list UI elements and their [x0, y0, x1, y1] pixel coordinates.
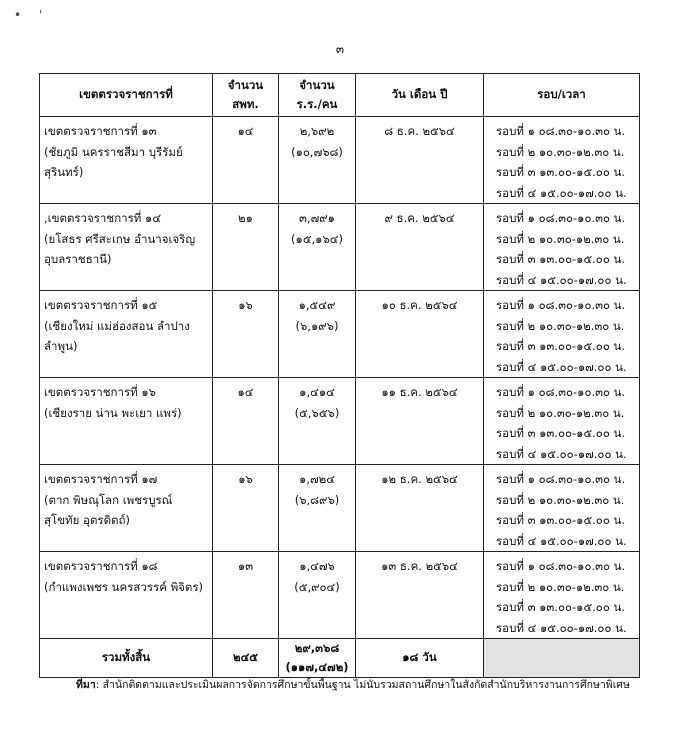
- table-header-row: [40, 74, 640, 117]
- slot-1: รอบที่ ๑ ๐๘.๓๐-๑๐.๓๐ น.: [496, 385, 626, 399]
- slot-3: รอบที่ ๓ ๑๓.๐๐-๑๕.๐๐ น.: [496, 513, 626, 527]
- area-cell: [40, 378, 213, 465]
- slot-4: รอบที่ ๔ ๑๕.๐๐-๑๗.๐๐ น.: [496, 620, 627, 635]
- total-schools: ๒๙,๓๖๘: [294, 641, 340, 655]
- students-cell: [279, 552, 356, 639]
- offices-cell: ๑๓: [213, 552, 279, 639]
- slot-4: รอบที่ ๔ ๑๕.๐๐-๑๗.๐๐ น.: [496, 446, 627, 461]
- area-provinces: (ชัยภูมิ นครราชสีมา บุรีรัมย์: [44, 144, 183, 159]
- persons-count: (๑๕,๑๖๔): [291, 231, 343, 246]
- offices-cell: ๑๔: [213, 117, 279, 204]
- area-title: ,เขตตรวจราชการที่ ๑๔: [44, 211, 162, 225]
- total-offices: ๒๔๕: [213, 639, 279, 678]
- area-cell: [40, 552, 213, 639]
- slot-4: รอบที่ ๔ ๑๕.๐๐-๑๗.๐๐ น.: [496, 359, 627, 374]
- area-provinces-cont: ลำพูน): [44, 339, 78, 353]
- persons-count: (๑๐,๗๖๘): [291, 144, 343, 159]
- area-provinces-cont: สุรินทร์): [44, 165, 84, 179]
- slot-3: รอบที่ ๓ ๑๓.๐๐-๑๕.๐๐ น.: [496, 165, 626, 179]
- header-offices-line2: สพท.: [232, 97, 259, 111]
- total-students: [279, 639, 356, 678]
- area-provinces: (ตาก พิษณุโลก เพชรบูรณ์: [44, 492, 173, 507]
- total-row: [40, 639, 640, 678]
- schools-count: ๑,๕๔๙: [298, 298, 336, 312]
- area-cell: [40, 465, 213, 552]
- slots-cell: [484, 465, 640, 552]
- students-cell: [279, 465, 356, 552]
- slot-2: รอบที่ ๒ ๑๐.๓๐-๑๒.๓๐ น.: [496, 318, 625, 333]
- slot-1: รอบที่ ๑ ๐๘.๓๐-๑๐.๓๐ น.: [496, 472, 626, 486]
- table-row: [40, 465, 640, 552]
- area-title: เขตตรวจราชการที่ ๑๖: [44, 385, 156, 399]
- slot-3: รอบที่ ๓ ๑๓.๐๐-๑๕.๐๐ น.: [496, 600, 626, 614]
- page-number: ๓: [335, 42, 345, 56]
- schools-count: ๑,๔๑๔: [299, 385, 335, 399]
- date-cell: ๑๒ ธ.ค. ๒๕๖๔: [356, 465, 484, 552]
- source-note: [76, 676, 630, 693]
- header-students-line1: จำนวน: [299, 78, 335, 92]
- header-area: เขตตรวจราชการที่: [40, 74, 213, 117]
- slots-cell: [484, 204, 640, 291]
- slot-4: รอบที่ ๔ ๑๕.๐๐-๑๗.๐๐ น.: [496, 272, 627, 287]
- header-offices-line1: จำนวน: [227, 78, 264, 92]
- persons-count: (๕,๖๕๖): [294, 405, 340, 420]
- date-cell: ๑๓ ธ.ค. ๒๕๖๔: [356, 552, 484, 639]
- offices-cell: ๑๔: [213, 378, 279, 465]
- area-provinces: (เชียงราย น่าน พะเยา แพร่): [44, 405, 182, 420]
- scan-tick: ': [39, 8, 43, 22]
- students-cell: [279, 291, 356, 378]
- slots-cell: [484, 117, 640, 204]
- schools-count: ๓,๗๙๑: [299, 211, 335, 225]
- schedule-table: [39, 73, 640, 678]
- slot-1: รอบที่ ๑ ๐๘.๓๐-๑๐.๓๐ น.: [496, 298, 626, 312]
- area-title: เขตตรวจราชการที่ ๑๗: [44, 472, 158, 486]
- scan-mark: •: [14, 8, 22, 22]
- students-cell: [279, 204, 356, 291]
- area-title: เขตตรวจราชการที่ ๑๕: [44, 298, 158, 312]
- header-students-line2: ร.ร./คน: [296, 97, 338, 111]
- slot-4: รอบที่ ๔ ๑๕.๐๐-๑๗.๐๐ น.: [496, 185, 627, 200]
- source-text: : สำนักติดตามและประเมินผลการจัดการศึกษาขั้นพื้นฐาน ไม่นับรวมสถานศึกษาในสังกัดสำนักบริหารงานการศึกษาพิเศษ: [95, 679, 630, 691]
- slots-cell: [484, 552, 640, 639]
- table-row: [40, 378, 640, 465]
- area-provinces: (เชียงใหม่ แม่ฮ่องสอน ลำปาง: [44, 318, 190, 333]
- slot-2: รอบที่ ๒ ๑๐.๓๐-๑๒.๓๐ น.: [496, 144, 625, 159]
- header-slots: รอบ/เวลา: [484, 74, 640, 117]
- source-label: ที่มา: [76, 679, 96, 691]
- schools-count: ๒,๖๙๒: [299, 124, 335, 138]
- slot-2: รอบที่ ๒ ๑๐.๓๐-๑๒.๓๐ น.: [496, 405, 625, 420]
- date-cell: ๑๐ ธ.ค. ๒๕๖๔: [356, 291, 484, 378]
- students-cell: [279, 378, 356, 465]
- slot-2: รอบที่ ๒ ๑๐.๓๐-๑๒.๓๐ น.: [496, 579, 625, 594]
- persons-count: (๖,๘๙๖): [294, 492, 340, 507]
- persons-count: (๖,๑๙๖): [295, 318, 339, 333]
- slot-3: รอบที่ ๓ ๑๓.๐๐-๑๕.๐๐ น.: [496, 426, 626, 440]
- schools-count: ๑,๗๒๔: [299, 472, 335, 486]
- table-row: [40, 552, 640, 639]
- schools-count: ๑,๔๗๖: [299, 559, 335, 573]
- area-provinces-cont: สุโขทัย อุตรดิตถ์): [44, 513, 130, 527]
- area-cell: [40, 291, 213, 378]
- total-days: ๑๘ วัน: [356, 639, 484, 678]
- offices-cell: ๑๖: [213, 465, 279, 552]
- table-row: [40, 117, 640, 204]
- slots-cell: [484, 378, 640, 465]
- area-title: เขตตรวจราชการที่ ๑๓: [44, 124, 157, 138]
- header-offices: [213, 74, 279, 117]
- area-cell: [40, 117, 213, 204]
- date-cell: ๘ ธ.ค. ๒๕๖๔: [356, 117, 484, 204]
- header-students: [279, 74, 356, 117]
- slot-4: รอบที่ ๔ ๑๕.๐๐-๑๗.๐๐ น.: [496, 533, 627, 548]
- offices-cell: ๒๑: [213, 204, 279, 291]
- area-provinces: (ยโสธร ศรีสะเกษ อำนาจเจริญ: [44, 231, 196, 246]
- slot-2: รอบที่ ๒ ๑๐.๓๐-๑๒.๓๐ น.: [496, 492, 625, 507]
- slot-3: รอบที่ ๓ ๑๓.๐๐-๑๕.๐๐ น.: [496, 339, 626, 353]
- table-row: [40, 204, 640, 291]
- total-slots-blank: [484, 639, 640, 678]
- slot-1: รอบที่ ๑ ๐๘.๓๐-๑๐.๓๐ น.: [496, 124, 626, 138]
- slots-cell: [484, 291, 640, 378]
- area-title: เขตตรวจราชการที่ ๑๘: [44, 559, 158, 573]
- offices-cell: ๑๖: [213, 291, 279, 378]
- persons-count: (๕,๙๐๔): [294, 579, 340, 594]
- area-provinces-cont: อุบลราชธานี): [44, 252, 112, 266]
- date-cell: ๙ ธ.ค. ๒๕๖๔: [356, 204, 484, 291]
- header-date: วัน เดือน ปี: [356, 74, 484, 117]
- area-cell: [40, 204, 213, 291]
- date-cell: ๑๑ ธ.ค. ๒๕๖๔: [356, 378, 484, 465]
- students-cell: [279, 117, 356, 204]
- total-label: รวมทั้งสิ้น: [40, 639, 213, 678]
- area-provinces: (กำแพงเพชร นครสวรรค์ พิจิตร): [44, 579, 204, 594]
- total-persons: (๑๑๗,๔๗๒): [285, 660, 349, 674]
- slot-2: รอบที่ ๒ ๑๐.๓๐-๑๒.๓๐ น.: [496, 231, 625, 246]
- slot-3: รอบที่ ๓ ๑๓.๐๐-๑๕.๐๐ น.: [496, 252, 626, 266]
- slot-1: รอบที่ ๑ ๐๘.๓๐-๑๐.๓๐ น.: [496, 211, 626, 225]
- table-row: [40, 291, 640, 378]
- slot-1: รอบที่ ๑ ๐๘.๓๐-๑๐.๓๐ น.: [496, 559, 626, 573]
